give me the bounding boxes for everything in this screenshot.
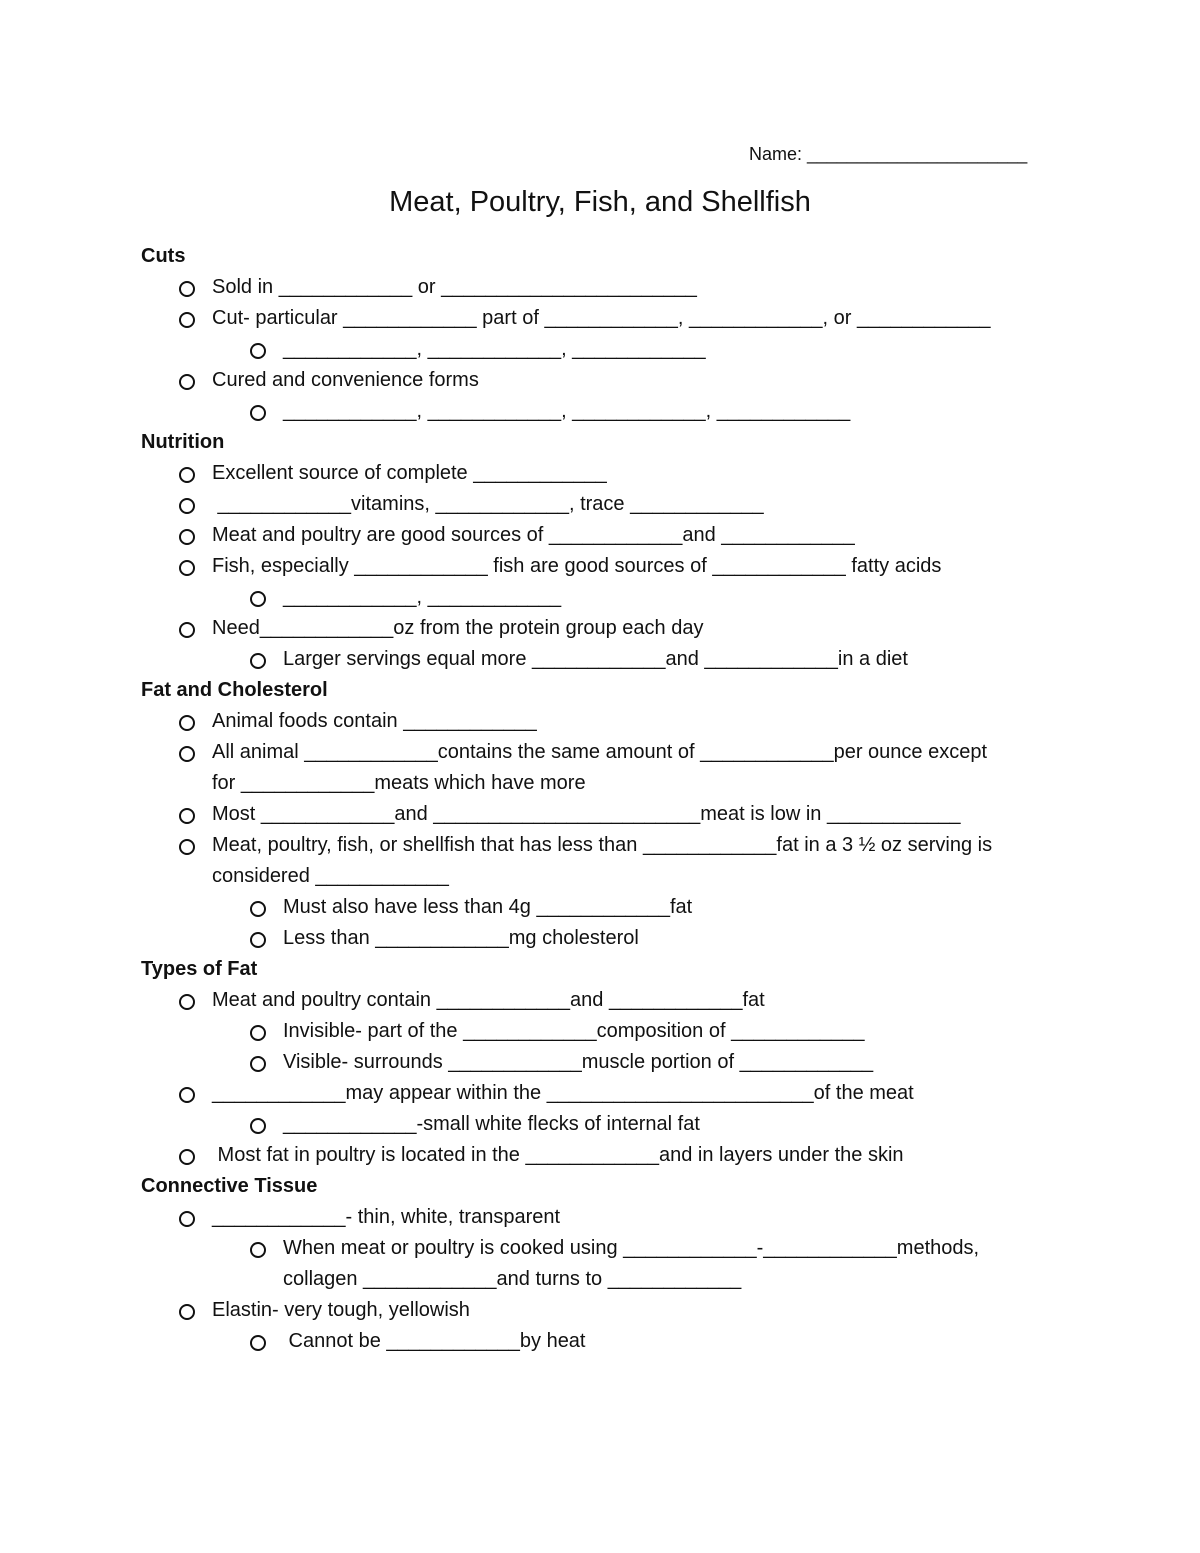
hollow-circle-bullet-icon xyxy=(250,1242,266,1258)
outline-item-text: ____________may appear within the ________________________of the meat xyxy=(212,1082,914,1104)
outline-item xyxy=(141,1295,1141,1326)
section-heading xyxy=(141,954,1141,985)
name-field-label: Name: ______________________ xyxy=(749,144,1028,164)
outline-item-text: Cannot be ____________by heat xyxy=(283,1330,586,1352)
outline-item-text: Less than ____________mg cholesterol xyxy=(283,927,639,949)
outline-item-text: Must also have less than 4g ____________fat xyxy=(283,896,693,918)
outline-item xyxy=(141,985,1141,1016)
outline-item xyxy=(141,799,1141,830)
outline-item xyxy=(141,1047,1141,1078)
outline-item-text: Meat and poultry are good sources of ____________and ____________ xyxy=(212,524,855,546)
section-heading xyxy=(141,675,1141,706)
outline-item-text: ____________, ____________, ____________, ____________ xyxy=(283,400,851,422)
hollow-circle-bullet-icon xyxy=(179,994,195,1010)
outline-item-text: ____________, ____________, ____________ xyxy=(283,338,706,360)
outline-item-text: Larger servings equal more ____________and ____________in a diet xyxy=(283,648,908,670)
outline-item xyxy=(141,644,1141,675)
outline-item-text: Fat and Cholesterol xyxy=(141,679,328,701)
outline-item xyxy=(141,365,1141,396)
outline-item-text: collagen ____________and turns to ____________ xyxy=(283,1268,742,1290)
outline-item xyxy=(141,830,1141,861)
outline-item xyxy=(141,551,1141,582)
outline-item xyxy=(141,1109,1141,1140)
hollow-circle-bullet-icon xyxy=(179,467,195,483)
hollow-circle-bullet-icon xyxy=(179,1304,195,1320)
hollow-circle-bullet-icon xyxy=(250,1025,266,1041)
hollow-circle-bullet-icon xyxy=(250,1335,266,1351)
section-heading xyxy=(141,1171,1141,1202)
outline-item xyxy=(141,272,1141,303)
outline-item xyxy=(141,613,1141,644)
outline-item-text: Fish, especially ____________ fish are good sources of ____________ fatty acids xyxy=(212,555,942,577)
hollow-circle-bullet-icon xyxy=(179,374,195,390)
outline-item-text: Meat and poultry contain ____________and ____________fat xyxy=(212,989,765,1011)
hollow-circle-bullet-icon xyxy=(250,343,266,359)
outline-item xyxy=(141,1326,1141,1357)
outline-item-text: Cut- particular ____________ part of ____________, ____________, or ____________ xyxy=(212,307,991,329)
outline-item-text: Connective Tissue xyxy=(141,1175,318,1197)
outline-item xyxy=(141,1264,1141,1295)
outline-item xyxy=(141,489,1141,520)
hollow-circle-bullet-icon xyxy=(250,901,266,917)
hollow-circle-bullet-icon xyxy=(250,932,266,948)
outline-item-text: Invisible- part of the ____________composition of ____________ xyxy=(283,1020,865,1042)
outline-item xyxy=(141,892,1141,923)
outline-item xyxy=(141,520,1141,551)
outline-item-text: Meat, poultry, fish, or shellfish that has less than ____________fat in a 3 ½ oz serving is xyxy=(212,834,993,856)
hollow-circle-bullet-icon xyxy=(179,746,195,762)
outline-item-text: ____________-small white flecks of internal fat xyxy=(283,1113,700,1135)
hollow-circle-bullet-icon xyxy=(179,498,195,514)
hollow-circle-bullet-icon xyxy=(250,1056,266,1072)
outline-item xyxy=(141,706,1141,737)
outline-item-text: Cured and convenience forms xyxy=(212,369,479,391)
hollow-circle-bullet-icon xyxy=(179,312,195,328)
outline-item xyxy=(141,1016,1141,1047)
hollow-circle-bullet-icon xyxy=(179,1149,195,1165)
outline-content xyxy=(141,241,1141,1357)
outline-item xyxy=(141,303,1141,334)
hollow-circle-bullet-icon xyxy=(179,281,195,297)
hollow-circle-bullet-icon xyxy=(179,808,195,824)
outline-item-text: Most fat in poultry is located in the ____________and in layers under the skin xyxy=(212,1144,904,1166)
hollow-circle-bullet-icon xyxy=(179,1211,195,1227)
outline-item-text: considered ____________ xyxy=(212,865,449,887)
outline-item xyxy=(141,396,1141,427)
outline-item-text: ____________- thin, white, transparent xyxy=(212,1206,561,1228)
hollow-circle-bullet-icon xyxy=(179,1087,195,1103)
outline-item xyxy=(141,334,1141,365)
outline-item xyxy=(141,1140,1141,1171)
outline-item-text: Most ____________and ________________________meat is low in ____________ xyxy=(212,803,961,825)
outline-item-text: Excellent source of complete ____________ xyxy=(212,462,607,484)
section-heading xyxy=(141,427,1141,458)
outline-item-text: Visible- surrounds ____________muscle portion of ____________ xyxy=(283,1051,874,1073)
outline-item xyxy=(141,768,1141,799)
outline-item-text: for ____________meats which have more xyxy=(212,772,586,794)
hollow-circle-bullet-icon xyxy=(250,405,266,421)
outline-item xyxy=(141,1233,1141,1264)
hollow-circle-bullet-icon xyxy=(250,653,266,669)
outline-item-text: Sold in ____________ or _______________________ xyxy=(212,276,697,298)
hollow-circle-bullet-icon xyxy=(179,839,195,855)
outline-item xyxy=(141,861,1141,892)
hollow-circle-bullet-icon xyxy=(179,529,195,545)
outline-item-text: Elastin- very tough, yellowish xyxy=(212,1299,470,1321)
outline-item-text: When meat or poultry is cooked using ____________-____________methods, xyxy=(283,1237,980,1259)
outline-item xyxy=(141,1202,1141,1233)
hollow-circle-bullet-icon xyxy=(250,1118,266,1134)
outline-item xyxy=(141,582,1141,613)
hollow-circle-bullet-icon xyxy=(250,591,266,607)
outline-item-text: Nutrition xyxy=(141,431,225,453)
page-title: Meat, Poultry, Fish, and Shellfish xyxy=(389,186,811,218)
outline-item-text: ____________vitamins, ____________, trace ____________ xyxy=(212,493,764,515)
hollow-circle-bullet-icon xyxy=(179,715,195,731)
hollow-circle-bullet-icon xyxy=(179,560,195,576)
outline-item-text: Cuts xyxy=(141,245,186,267)
outline-item-text: ____________, ____________ xyxy=(283,586,562,608)
outline-item xyxy=(141,458,1141,489)
outline-item-text: All animal ____________contains the same amount of ____________per ounce except xyxy=(212,741,988,763)
outline-item xyxy=(141,737,1141,768)
outline-item-text: Animal foods contain ____________ xyxy=(212,710,537,732)
section-heading xyxy=(141,241,1141,272)
outline-item xyxy=(141,923,1141,954)
outline-item-text: Types of Fat xyxy=(141,958,258,980)
outline-item-text: Need____________oz from the protein group each day xyxy=(212,617,704,639)
outline-item xyxy=(141,1078,1141,1109)
hollow-circle-bullet-icon xyxy=(179,622,195,638)
